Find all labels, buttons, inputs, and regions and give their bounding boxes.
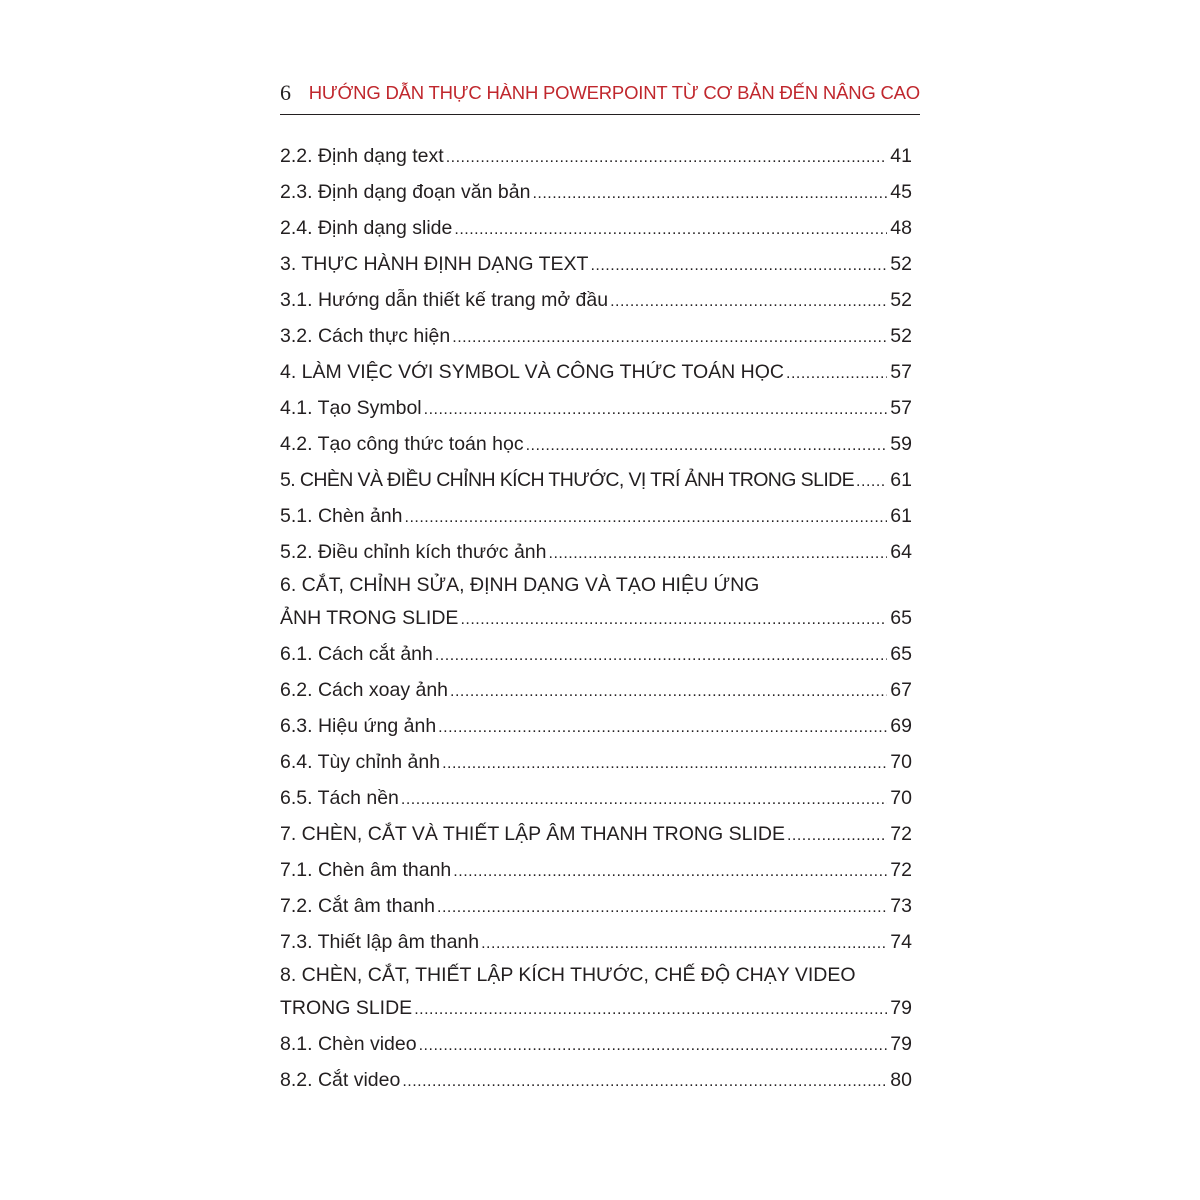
- toc-entry-page: 65: [890, 643, 912, 665]
- toc-entry: [280, 636, 912, 672]
- toc-entry-label: 6.5. Tách nền: [280, 787, 399, 809]
- toc-entry-page: 67: [890, 679, 912, 701]
- dot-leader: [532, 176, 887, 212]
- toc-entry-label: 6.3. Hiệu ứng ảnh: [280, 715, 437, 737]
- toc-entry-page: 57: [890, 397, 912, 419]
- toc-entry-label: 2.3. Định dạng đoạn văn bản: [280, 181, 531, 203]
- toc-entry-page: 59: [890, 433, 912, 455]
- toc-entry-page: 72: [890, 859, 912, 881]
- dot-leader: [435, 638, 887, 674]
- toc-entry-page: 80: [890, 1069, 912, 1091]
- dot-leader: [452, 320, 887, 356]
- toc-entry-label: 3. THỰC HÀNH ĐỊNH DẠNG TEXT: [280, 253, 589, 275]
- toc-entry-page: 61: [890, 469, 912, 491]
- toc-entry: [280, 816, 912, 852]
- toc-entry-label: 3.1. Hướng dẫn thiết kế trang mở đầu: [280, 289, 609, 311]
- toc-entry: [280, 138, 912, 174]
- book-title: HƯỚNG DẪN THỰC HÀNH POWERPOINT TỪ CƠ BẢN ĐẾN NÂNG CAO: [308, 82, 920, 103]
- toc-entry-label: 6.2. Cách xoay ảnh: [280, 679, 449, 701]
- toc-entry-label: 6.1. Cách cắt ảnh: [280, 643, 433, 665]
- dot-leader: [856, 464, 887, 500]
- toc-entry-page: 69: [890, 715, 912, 737]
- toc-entry-page: 48: [890, 217, 912, 239]
- toc-entry: [280, 318, 912, 354]
- toc-entry: [280, 498, 912, 534]
- toc-entry-label: 4.1. Tạo Symbol: [280, 397, 422, 419]
- toc-entry: [280, 708, 912, 744]
- toc-entry-label: 2.2. Định dạng text: [280, 145, 444, 167]
- dot-leader: [424, 392, 888, 428]
- toc-entry-page: 70: [890, 787, 912, 809]
- toc-entry-label-line1: 8. CHÈN, CẮT, THIẾT LẬP KÍCH THƯỚC, CHẾ ĐỘ CHẠY VIDEO: [280, 964, 856, 986]
- toc-entry-page: 79: [890, 997, 912, 1019]
- page-header: [280, 78, 920, 115]
- toc-entry: [280, 174, 912, 210]
- toc-entry: [280, 852, 912, 888]
- dot-leader: [438, 710, 887, 746]
- dot-leader: [453, 854, 887, 890]
- toc-entry-label: 7. CHÈN, CẮT VÀ THIẾT LẬP ÂM THANH TRONG SLIDE: [280, 823, 785, 845]
- dot-leader: [401, 782, 887, 818]
- dot-leader: [414, 992, 887, 1028]
- toc-entry-label: 8.1. Chèn video: [280, 1033, 417, 1055]
- toc-entry-label: 8.2. Cắt video: [280, 1069, 401, 1091]
- toc-entry: [280, 282, 912, 318]
- toc-entry-label: 5. CHÈN VÀ ĐIỀU CHỈNH KÍCH THƯỚC, VỊ TRÍ ẢNH TRONG SLIDE: [280, 469, 855, 491]
- toc-entry-label: 2.4. Định dạng slide: [280, 217, 453, 239]
- toc-entry-page: 52: [890, 325, 912, 347]
- toc-entry-label: TRONG SLIDE: [280, 997, 413, 1019]
- toc-entry-label-line1: 6. CẮT, CHỈNH SỬA, ĐỊNH DẠNG VÀ TẠO HIỆU ỨNG: [280, 574, 760, 596]
- toc-entry: [280, 354, 912, 390]
- toc-entry-page: 74: [890, 931, 912, 953]
- toc-entry: [280, 672, 912, 708]
- toc-entry: [280, 744, 912, 780]
- toc-entry-label: 5.1. Chèn ảnh: [280, 505, 403, 527]
- dot-leader: [405, 500, 888, 536]
- toc-entry-page: 45: [890, 181, 912, 203]
- toc-entry-page: 52: [890, 289, 912, 311]
- toc-entry-page: 64: [890, 541, 912, 563]
- toc-entry: [280, 780, 912, 816]
- toc-entry-page: 61: [890, 505, 912, 527]
- toc-entry-page: 79: [890, 1033, 912, 1055]
- toc-entry-label: 3.2. Cách thực hiện: [280, 325, 451, 347]
- toc-entry: [280, 426, 912, 462]
- toc-entry-label: 7.2. Cắt âm thanh: [280, 895, 436, 917]
- table-of-contents: [280, 138, 912, 1098]
- dot-leader: [460, 602, 887, 638]
- toc-entry: [280, 210, 912, 246]
- toc-entry-page: 73: [890, 895, 912, 917]
- toc-entry-page: 70: [890, 751, 912, 773]
- dot-leader: [787, 818, 887, 854]
- toc-entry-page: 65: [890, 607, 912, 629]
- dot-leader: [419, 1028, 888, 1064]
- toc-entry-label: 4. LÀM VIỆC VỚI SYMBOL VÀ CÔNG THỨC TOÁN HỌC: [280, 361, 785, 383]
- toc-entry-label: 4.2. Tạo công thức toán học: [280, 433, 524, 455]
- toc-entry-page: 52: [890, 253, 912, 275]
- dot-leader: [450, 674, 887, 710]
- toc-entry: [280, 534, 912, 570]
- toc-entry: [280, 888, 912, 924]
- dot-leader: [481, 926, 887, 962]
- toc-entry: [280, 1062, 912, 1098]
- dot-leader: [446, 140, 888, 176]
- dot-leader: [549, 536, 888, 572]
- toc-entry-label: 7.1. Chèn âm thanh: [280, 859, 452, 881]
- toc-entry: [280, 1026, 912, 1062]
- toc-entry-label: ẢNH TRONG SLIDE: [280, 607, 459, 629]
- dot-leader: [786, 356, 887, 392]
- toc-entry-label: 7.3. Thiết lập âm thanh: [280, 931, 480, 953]
- dot-leader: [590, 248, 887, 284]
- dot-leader: [402, 1064, 887, 1100]
- toc-entry-page: 72: [890, 823, 912, 845]
- dot-leader: [610, 284, 887, 320]
- toc-entry: [280, 246, 912, 282]
- toc-entry: [280, 390, 912, 426]
- toc-entry: [280, 960, 912, 1026]
- page-number: 6: [280, 80, 291, 105]
- toc-entry: [280, 924, 912, 960]
- dot-leader: [526, 428, 888, 464]
- toc-entry: [280, 570, 912, 636]
- toc-entry-label: 6.4. Tùy chỉnh ảnh: [280, 751, 441, 773]
- toc-entry: [280, 462, 912, 498]
- dot-leader: [454, 212, 887, 248]
- dot-leader: [442, 746, 887, 782]
- toc-entry-page: 57: [890, 361, 912, 383]
- toc-entry-page: 41: [890, 145, 912, 167]
- toc-entry-label: 5.2. Điều chỉnh kích thước ảnh: [280, 541, 547, 563]
- dot-leader: [437, 890, 887, 926]
